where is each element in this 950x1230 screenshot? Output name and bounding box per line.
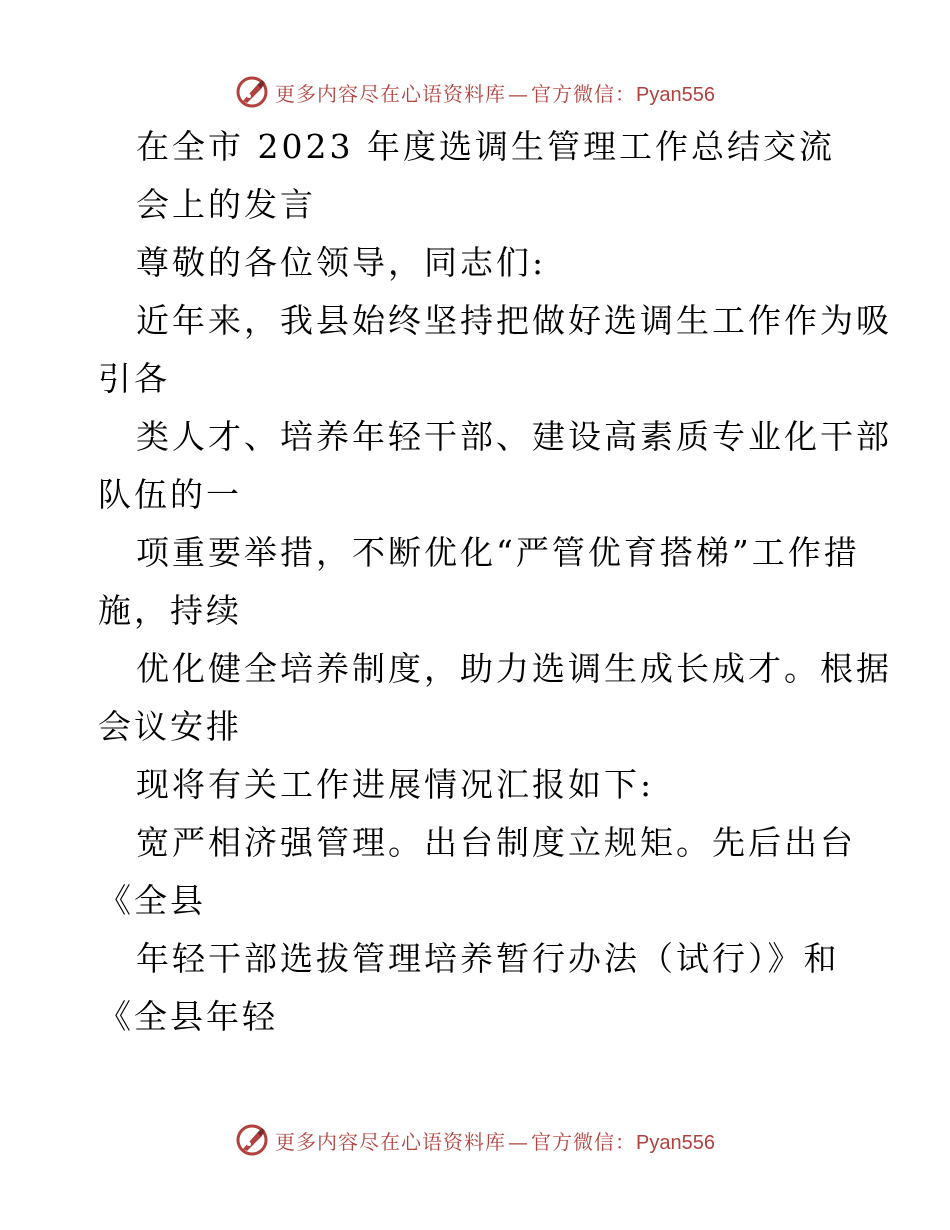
doc-line: 队伍的一 — [98, 475, 242, 514]
doc-line: 《全县 — [98, 881, 206, 920]
header-watermark — [0, 72, 950, 112]
doc-line: 项重要举措，不断优化“严管优育搭梯”工作措 — [136, 533, 860, 572]
doc-line: 现将有关工作进展情况汇报如下: — [136, 765, 655, 804]
document-body — [98, 118, 892, 1046]
watermark-text: 更多内容尽在心语资料库 — 官方微信：Pyan556 — [275, 1129, 715, 1154]
doc-line: 尊敬的各位领导，同志们: — [136, 243, 547, 282]
pen-logo-icon — [235, 75, 269, 109]
doc-line: 施，持续 — [98, 591, 242, 630]
watermark-text: 更多内容尽在心语资料库 — 官方微信：Pyan556 — [275, 81, 715, 106]
doc-line: 类人才、培养年轻干部、建设高素质专业化干部 — [136, 417, 892, 456]
doc-line: 在全市 2023 年度选调生管理工作总结交流 — [136, 127, 835, 166]
footer-watermark — [0, 1120, 950, 1160]
doc-line: 会上的发言 — [136, 185, 316, 224]
doc-line: 会议安排 — [98, 707, 242, 746]
doc-line: 引各 — [98, 359, 170, 398]
pen-logo-icon — [235, 1123, 269, 1157]
doc-line: 近年来，我县始终坚持把做好选调生工作作为吸 — [136, 301, 892, 340]
doc-line: 优化健全培养制度，助力选调生成长成才。根据 — [136, 649, 892, 688]
doc-line: 宽严相济强管理。出台制度立规矩。先后出台 — [136, 823, 856, 862]
doc-line: 年轻干部选拔管理培养暂行办法（试行）》和 — [136, 939, 840, 978]
doc-line: 《全县年轻 — [98, 997, 278, 1036]
